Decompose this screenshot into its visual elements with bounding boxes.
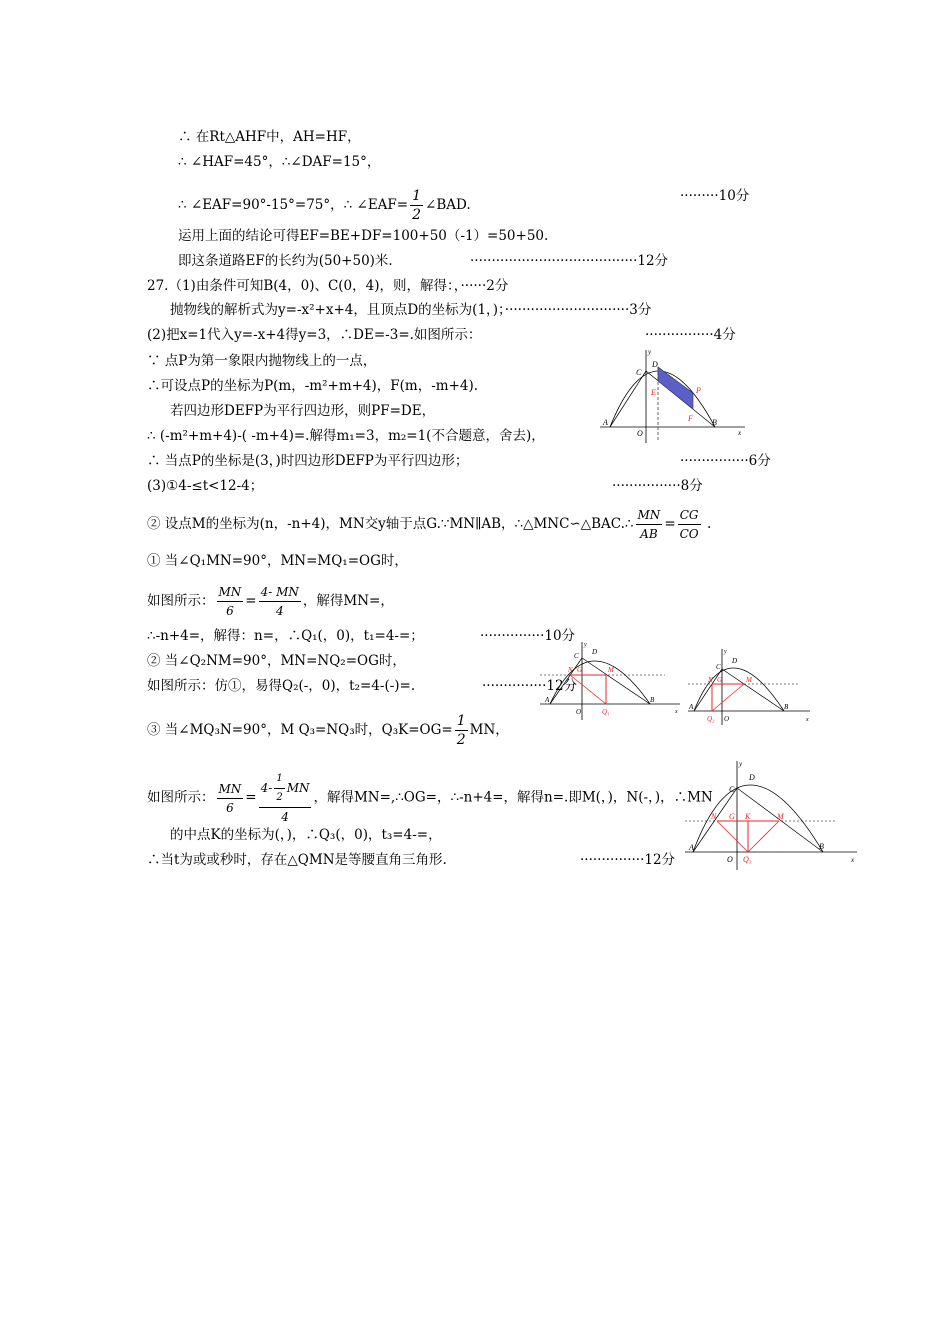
line-22-text: 如图所示： bbox=[147, 789, 215, 806]
label-b: B bbox=[650, 696, 655, 704]
line-20: 如图所示：仿①，易得Q₂(-，0)，t₂=4-(-)=. bbox=[147, 678, 416, 694]
fraction-numerator: MN bbox=[217, 583, 244, 602]
line-10: ∴可设点P的坐标为P(m，-m²+m+4)，F(m，-m+4). bbox=[147, 378, 479, 394]
fraction-denominator: 4 bbox=[281, 810, 289, 824]
label-q3: Q₃ bbox=[743, 855, 752, 864]
line-17-tail: ，解得MN=， bbox=[302, 593, 394, 609]
segment-nq3 bbox=[717, 821, 748, 852]
fraction-denominator: 2 bbox=[456, 732, 466, 748]
numerator-part: MN bbox=[286, 781, 310, 795]
mn-6-fraction-2 bbox=[217, 780, 244, 817]
label-n: N bbox=[568, 666, 573, 674]
label-d: D bbox=[749, 773, 755, 782]
line-13: ∴ 当点P的坐标是(3，)时四边形DEFP为平行四边形； bbox=[147, 453, 469, 469]
fraction-numerator: 4- MN bbox=[259, 583, 301, 602]
line-1: ∴ 在Rt△AHF中，AH=HF， bbox=[178, 129, 361, 145]
cg-co-fraction bbox=[678, 506, 701, 543]
fraction-numerator bbox=[259, 770, 312, 808]
line-24: ∴当t为或或秒时，存在△QMN是等腰直角三角形. bbox=[147, 852, 447, 868]
line-9: ∵ 点P为第一象限内抛物线上的一点， bbox=[147, 353, 377, 369]
label-a: A bbox=[545, 696, 550, 704]
label-m: M bbox=[608, 666, 614, 674]
score-10-b: ···············10分 bbox=[480, 628, 576, 644]
label-b: B bbox=[784, 703, 789, 711]
label-m: M bbox=[777, 812, 784, 821]
fraction-denominator: 2 bbox=[276, 792, 283, 803]
score-10-a: ·········10分 bbox=[680, 188, 750, 204]
line-16: ① 当∠Q₁MN=90°，MN=MQ₁=OG时， bbox=[147, 553, 408, 569]
line-21 bbox=[147, 712, 509, 749]
label-f: F bbox=[688, 414, 693, 423]
label-k: K bbox=[745, 812, 751, 821]
label-o: O bbox=[637, 429, 643, 438]
fraction-numerator: MN bbox=[636, 506, 663, 525]
score-6: ················6分 bbox=[680, 453, 771, 469]
figure-2-q1 bbox=[540, 638, 685, 723]
fraction-denominator: CO bbox=[679, 527, 699, 541]
score-8: ················8分 bbox=[612, 478, 703, 494]
segment-mq2 bbox=[712, 684, 744, 711]
label-n: N bbox=[708, 676, 713, 684]
line-15-text: ② 设点M的坐标为(n，-n+4)，MN交y轴于点G.∵MN∥AB，∴△MNC∽△BAC.∴ bbox=[147, 516, 634, 532]
fraction-denominator: 2 bbox=[412, 207, 422, 223]
label-d: D bbox=[732, 657, 738, 665]
line-7: 抛物线的解析式为y=-x²+x+4，且顶点D的坐标为(1，)；·····························3分 bbox=[170, 302, 652, 318]
parabola-curve bbox=[694, 668, 784, 711]
label-y: y bbox=[724, 649, 727, 655]
line-12: ∴ (-m²+m+4)-( -m+4)=.解得m₁=3，m₂=1(不合题意，舍去)， bbox=[147, 428, 545, 444]
label-o: O bbox=[724, 715, 730, 723]
score-12-b: ···············12分 bbox=[482, 678, 578, 694]
label-y: y bbox=[648, 348, 652, 356]
parallelogram-defp bbox=[658, 367, 693, 409]
label-a: A bbox=[603, 418, 608, 427]
label-m: M bbox=[746, 676, 752, 684]
fraction-numerator: 1 bbox=[274, 770, 284, 789]
numerator-part: 4- bbox=[260, 781, 273, 795]
score-12-a: ·······································12分 bbox=[470, 253, 669, 269]
fraction-denominator: 4 bbox=[275, 604, 284, 618]
mn-6-fraction bbox=[217, 583, 244, 620]
line-17: 如图所示： $\frac{MN}{6}$ = $\frac{4- MN}{4}$ ，解得MN=， bbox=[147, 585, 394, 618]
line-6: 27.（1)由条件可知B(4，0)、C(0，4)，则，解得：，······2分 bbox=[147, 278, 509, 294]
label-y: y bbox=[739, 760, 743, 768]
label-b: B bbox=[819, 842, 824, 851]
line-21-text: ③ 当∠MQ₃N=90°，M Q₃=NQ₃时，Q₃K=OG= bbox=[147, 722, 453, 738]
line-22: 如图所示： $\frac{MN}{6}$ = 4- $\frac{1}{2}$ MN 4 ，解得MN=,∴OG=，∴-n+4=，解得n=.即M(，)，N(-，)，∴MN bbox=[147, 770, 713, 826]
label-g: G bbox=[729, 812, 735, 821]
figure-3-q2 bbox=[688, 645, 816, 727]
label-a: A bbox=[689, 843, 694, 852]
fraction-denominator: 6 bbox=[226, 800, 234, 815]
label-c: C bbox=[636, 368, 642, 377]
line-14: (3)①4-≤t<12-4； bbox=[147, 478, 264, 494]
label-x: x bbox=[738, 429, 742, 437]
score-12-c: ···············12分 bbox=[580, 852, 676, 868]
label-y: y bbox=[584, 642, 587, 648]
fraction-numerator: 1 bbox=[456, 713, 466, 729]
line-23: 的中点K的坐标为(，)，∴Q₃(，0)，t₃=4-=， bbox=[170, 827, 442, 843]
fraction-numerator: MN bbox=[217, 780, 244, 799]
label-x: x bbox=[675, 709, 678, 715]
label-q1: Q₁ bbox=[602, 708, 610, 716]
label-d: D bbox=[652, 360, 658, 369]
line-3-tail: ∠BAD. bbox=[425, 197, 471, 213]
label-o: O bbox=[576, 708, 582, 716]
line-21-tail: MN， bbox=[469, 722, 509, 738]
segment-mq3 bbox=[748, 821, 779, 852]
label-b: B bbox=[712, 418, 717, 427]
inner-half bbox=[274, 770, 284, 807]
label-a: A bbox=[689, 703, 694, 711]
line-18: ∴-n+4=，解得：n=，∴Q₁(，0)，t₁=4-=； bbox=[147, 628, 424, 644]
label-c: C bbox=[729, 785, 735, 794]
label-x: x bbox=[851, 856, 855, 864]
line-ac bbox=[610, 371, 646, 427]
fraction-denominator: AB bbox=[640, 527, 658, 541]
score-4: ················4分 bbox=[645, 327, 736, 343]
figure-4-q3 bbox=[685, 758, 863, 873]
line-5: 即这条道路EF的长约为(50+50)米. bbox=[178, 253, 393, 269]
fraction-numerator: CG bbox=[678, 506, 701, 525]
label-c: C bbox=[574, 652, 579, 660]
segment-nq1 bbox=[570, 675, 606, 704]
line-17-text: 如图所示： bbox=[147, 593, 215, 609]
half-fraction bbox=[410, 187, 423, 224]
line-11: 若四边形DEFP为平行四边形，则PF=DE， bbox=[170, 403, 436, 419]
fraction-denominator: 6 bbox=[226, 604, 234, 618]
line-3-text: ∴ ∠EAF=90°-15°=75°，∴ ∠EAF= bbox=[178, 197, 409, 213]
line-2: ∴ ∠HAF=45°，∴∠DAF=15°， bbox=[178, 154, 381, 170]
line-4: 运用上面的结论可得EF=BE+DF=100+50（-1）=50+50. bbox=[178, 228, 549, 244]
label-c: C bbox=[716, 663, 721, 671]
label-o: O bbox=[727, 855, 733, 864]
label-p: P bbox=[696, 386, 701, 395]
label-d: D bbox=[592, 648, 598, 656]
4-mn-fraction bbox=[259, 583, 301, 620]
label-n: N bbox=[711, 812, 717, 821]
nested-fraction bbox=[259, 770, 312, 826]
line-cb bbox=[582, 658, 650, 704]
label-q2: Q₂ bbox=[707, 715, 715, 723]
label-g: G bbox=[717, 676, 723, 684]
label-e: E bbox=[651, 388, 656, 397]
label-g: G bbox=[577, 666, 583, 674]
line-19: ② 当∠Q₂NM=90°，MN=NQ₂=OG时， bbox=[147, 653, 406, 669]
mn-ab-fraction bbox=[636, 506, 663, 543]
line-3 bbox=[178, 187, 471, 224]
fraction-numerator: 1 bbox=[412, 188, 422, 204]
line-15: ② 设点M的坐标为(n，-n+4)，MN交y轴于点G.∵MN∥AB，∴△MNC∽△BAC.∴ $\frac{MN}{AB}$ = $\frac{CG}{CO}$ . bbox=[147, 508, 712, 541]
half-fraction-2 bbox=[455, 712, 468, 749]
label-x: x bbox=[806, 717, 809, 723]
figure-1-parabola bbox=[600, 345, 750, 445]
line-8: (2)把x=1代入y=-x+4得y=3，∴DE=-3=.如图所示： bbox=[147, 327, 482, 343]
line-22-tail: ，解得MN=,∴OG=，∴-n+4=，解得n=.即M(，)，N(-，)，∴MN bbox=[313, 789, 713, 806]
